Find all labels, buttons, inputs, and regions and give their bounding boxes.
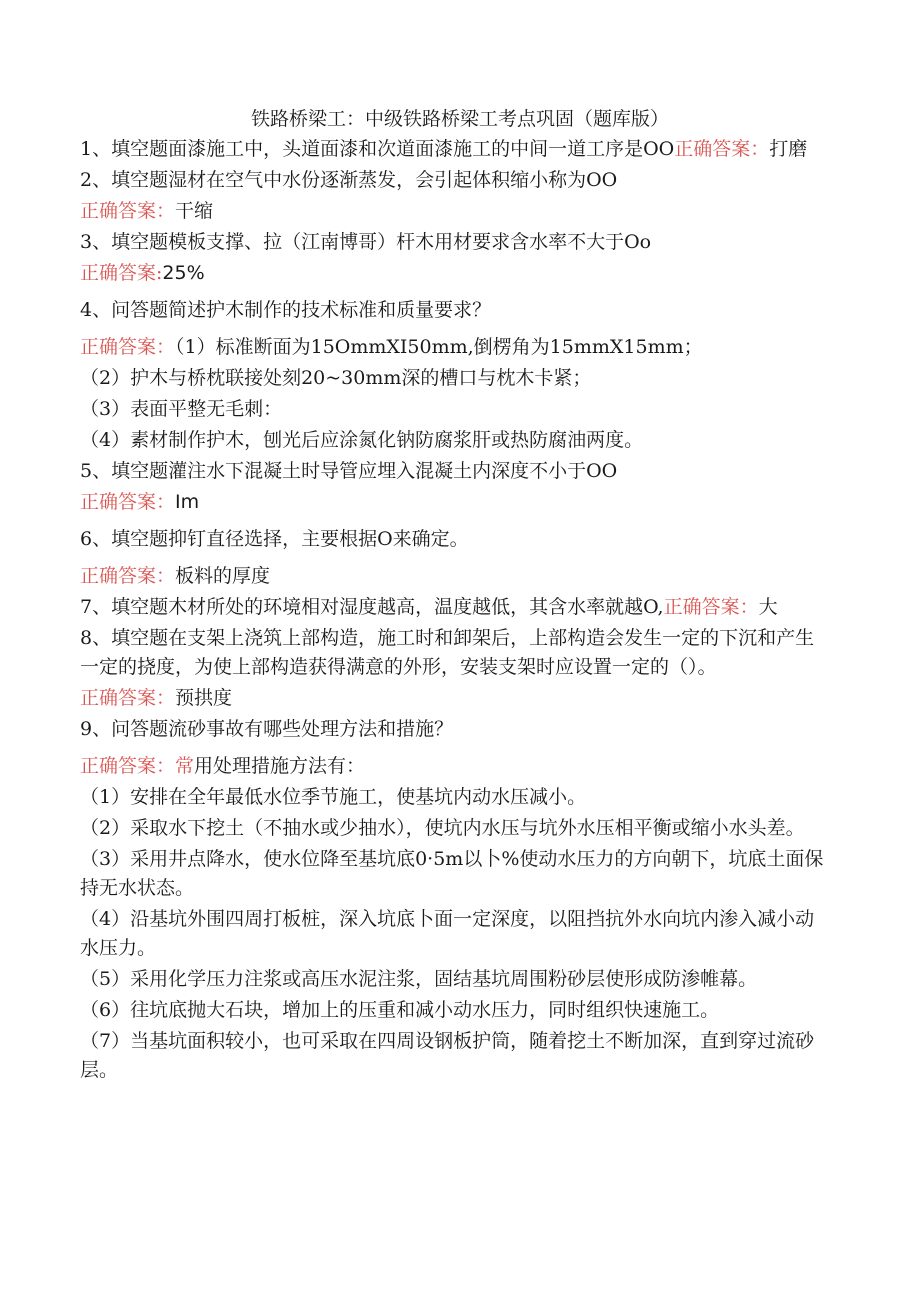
question-9 bbox=[80, 715, 830, 744]
answer-6 bbox=[80, 562, 830, 591]
answer-text: 板料的厚度 bbox=[175, 565, 271, 587]
question-2 bbox=[80, 166, 830, 195]
question-text: 4、问答题简述护木制作的技术标准和质量要求？ bbox=[80, 299, 492, 321]
answer-4-line-3: （3）表面平整无毛刺： bbox=[80, 398, 283, 420]
question-text: 3、填空题模板支撑、拉（江南博哥）杆木用材要求含水率不大于Oo bbox=[80, 231, 652, 253]
answer-9-line-7: （7）当基坑面积较小，也可采取在四周设钢板护筒，随着挖土不断加深，直到穿过流砂层。 bbox=[80, 1030, 815, 1081]
answer-4-line-2: （2）护木与桥枕联接处刻20~30mm深的槽口与枕木卡紧； bbox=[80, 367, 592, 389]
answer-9-line-2: （2）采取水下挖土（不抽水或少抽水），使坑内水压与坑外水压相平衡或缩小水头差。 bbox=[80, 817, 805, 839]
answer-label: 正确答案： bbox=[674, 138, 770, 160]
answer-4-line-1 bbox=[80, 333, 830, 362]
question-text: 6、填空题抑钉直径选择，主要根据O来确定。 bbox=[80, 528, 469, 550]
question-text: 1、填空题面漆施工中，头道面漆和次道面漆施工的中间一道工序是OO bbox=[80, 138, 675, 160]
answer-9-intro bbox=[80, 752, 830, 781]
answer-5 bbox=[80, 488, 830, 517]
answer-text: 大 bbox=[758, 596, 778, 618]
answer-label: 正确答案： bbox=[663, 596, 759, 618]
question-3 bbox=[80, 228, 830, 257]
answer-text: 25% bbox=[162, 262, 205, 284]
answer-label: 正确答案： bbox=[80, 491, 176, 513]
answer-label: 正确答案： bbox=[80, 336, 176, 358]
answer-label: 正确答案： bbox=[80, 565, 176, 587]
answer-label: 正确答案：常 bbox=[80, 755, 195, 777]
question-text: 8、填空题在支架上浇筑上部构造，施工时和卸架后，上部构造会发生一定的下沉和产生一定的挠度，为使上部构造获得满意的外形，安装支架时应设置一定的（）。 bbox=[80, 627, 815, 678]
question-text: 9、问答题流砂事故有哪些处理方法和措施？ bbox=[80, 718, 454, 740]
question-6 bbox=[80, 525, 830, 554]
answer-9-line-3: （3）采用井点降水，使水位降至基坑底0·5m以卜%使动水压力的方向朝下，坑底土面保持无水状态。 bbox=[80, 848, 824, 899]
answer-4-line-4: （4）素材制作护木，刨光后应涂氮化钠防腐浆肝或热防腐油两度。 bbox=[80, 429, 644, 451]
document-title: 铁路桥梁工：中级铁路桥梁工考点巩固（题库版） bbox=[250, 108, 669, 130]
question-1 bbox=[80, 135, 830, 164]
answer-8 bbox=[80, 684, 830, 713]
answer-9-line-4: （4）沿基坑外围四周打板桩，深入坑底卜面一定深度，以阻挡抗外水向坑内渗入减小动水压力。 bbox=[80, 908, 815, 959]
answer-text: （1）标准断面为15OmmXI50mm,倒楞角为15mmX15mm； bbox=[175, 336, 703, 358]
answer-text: 干缩 bbox=[175, 200, 214, 222]
answer-9-line-5: （5）采用化学压力注浆或高压水泥注浆，固结基坑周围粉砂层使形成防渗帷幕。 bbox=[80, 968, 758, 990]
answer-2 bbox=[80, 197, 830, 226]
answer-3 bbox=[80, 259, 830, 288]
question-7 bbox=[80, 593, 830, 622]
answer-text: 用处理措施方法有： bbox=[194, 755, 366, 777]
answer-text: 预拱度 bbox=[175, 687, 233, 709]
answer-label: 正确答案： bbox=[80, 687, 176, 709]
question-list bbox=[80, 135, 830, 1087]
question-text: 2、填空题湿材在空气中水份逐渐蒸发，会引起体积缩小称为OO bbox=[80, 169, 618, 191]
answer-9-line-6: （6）往坑底抛大石块，增加上的压重和减小动水压力，同时组织快速施工。 bbox=[80, 999, 720, 1021]
answer-text: Im bbox=[175, 491, 200, 513]
question-8 bbox=[80, 624, 830, 682]
question-4 bbox=[80, 296, 830, 325]
question-5 bbox=[80, 457, 830, 486]
answer-label: 正确答案： bbox=[80, 200, 176, 222]
answer-label: 正确答案: bbox=[80, 262, 163, 284]
question-text: 7、填空题木材所处的环境相对湿度越高，温度越低，其含水率就越O, bbox=[80, 596, 664, 618]
question-text: 5、填空题灌注水下混凝土时导管应埋入混凝土内深度不小于OO bbox=[80, 460, 618, 482]
answer-9-line-1: （1）安排在全年最低水位季节施工，使基坑内动水压减小。 bbox=[80, 786, 587, 808]
answer-text: 打磨 bbox=[769, 138, 808, 160]
